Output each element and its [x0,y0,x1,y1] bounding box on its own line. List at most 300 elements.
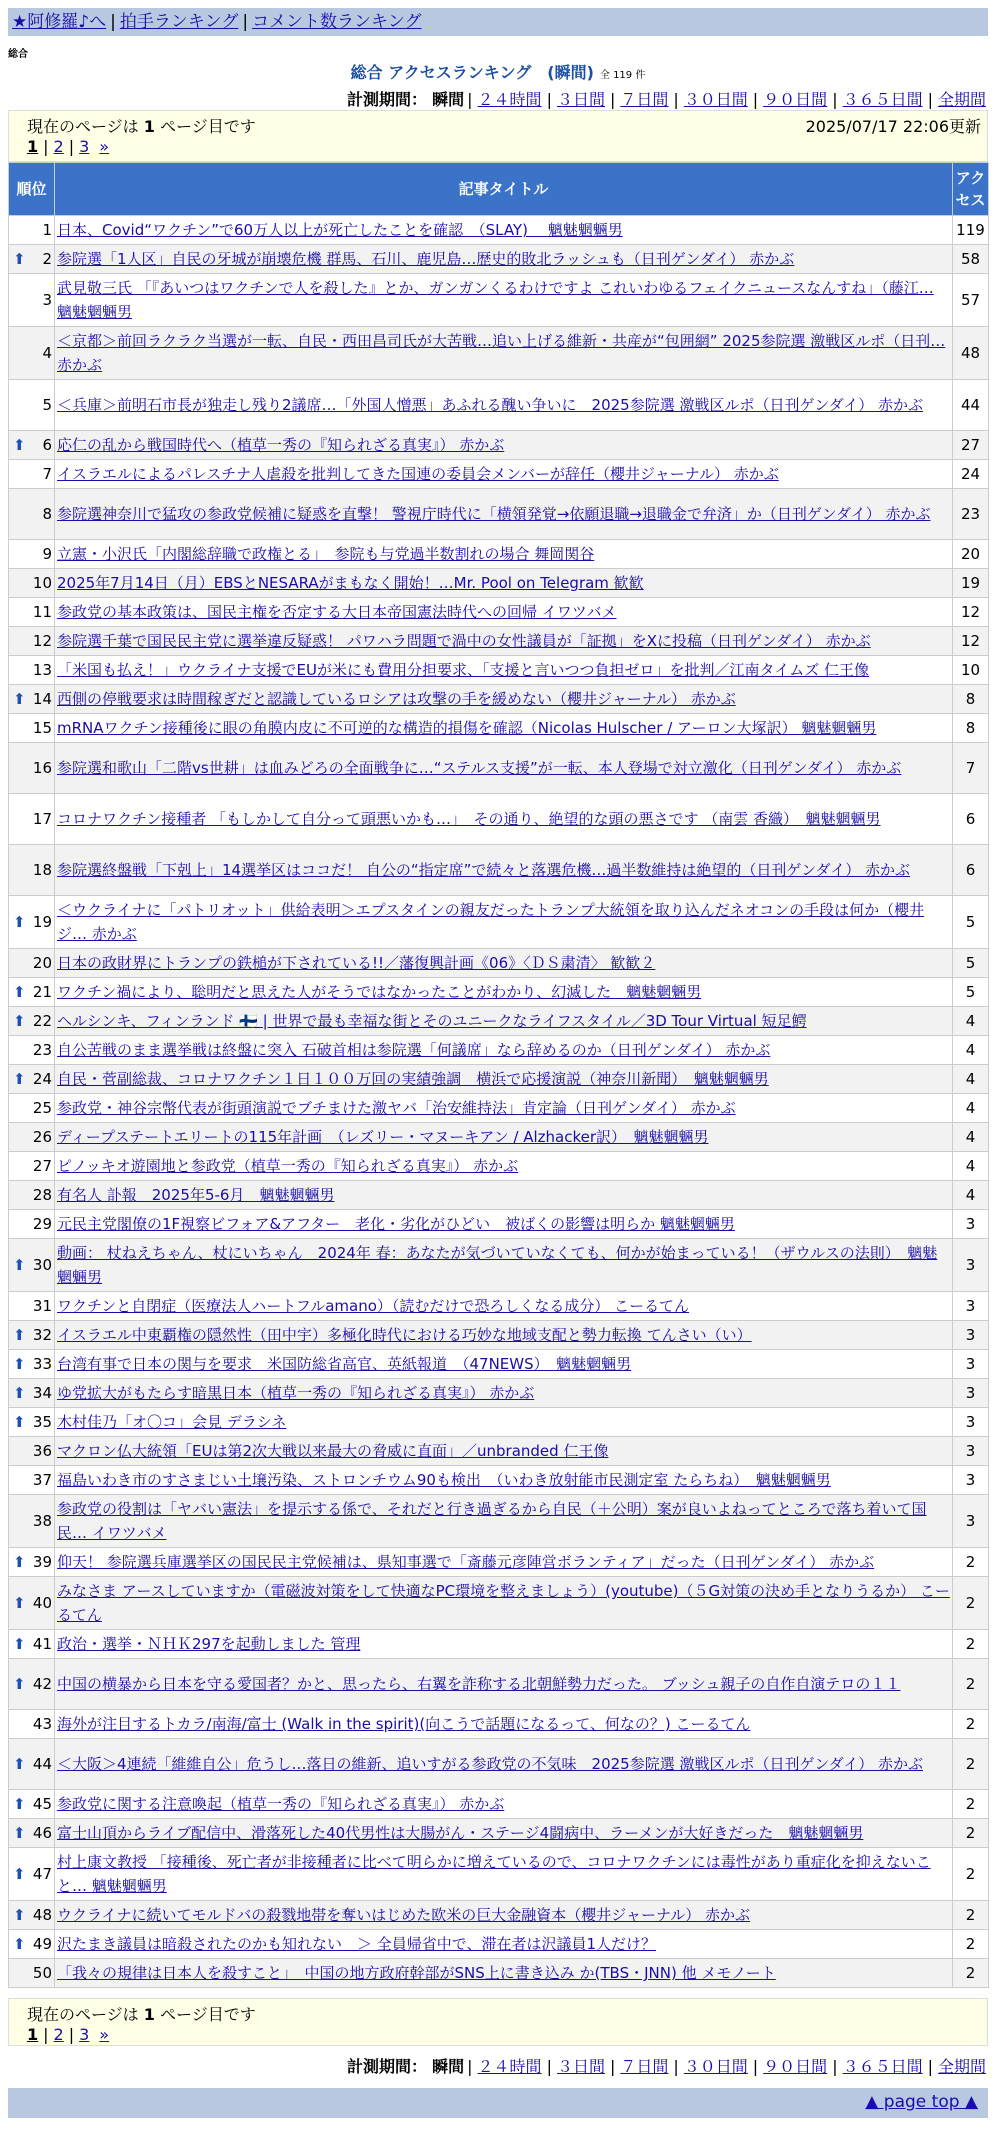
access-count: 3 [953,1210,989,1239]
table-row [9,1094,989,1123]
article-title-link[interactable]: ＜大阪＞4連続「維維自公」危うし…落日の維新、追いすがる参政党の不気味 2025参院選 激戦区ルポ（日刊ゲンダイ） 赤かぶ [57,1755,924,1773]
article-title-link[interactable]: イスラエルによるパレスチナ人虐殺を批判してきた国連の委員会メンバーが辞任（櫻井ジャーナル） 赤かぶ [57,465,779,483]
table-row [9,1408,989,1437]
access-count: 2 [953,1790,989,1819]
article-title-link[interactable]: 村上康文教授 「接種後、死亡者が非接種者に比べて明らかに増えているので、コロナワクチンには毒性があり重症化を抑えないこと… 魑魅魍魎男 [57,1853,931,1895]
access-count: 2 [953,1959,989,1988]
rank-cell [9,1790,55,1819]
rank-cell [9,1577,55,1630]
table-row [9,274,989,327]
article-title-link[interactable]: 「我々の規律は日本人を殺すこと」 中国の地方政府幹部がSNS上に書き込み か(TBS・JNN) 他 メモノート [57,1964,776,1982]
page-info [27,114,256,137]
article-title-link[interactable]: ウクライナに続いてモルドバの殺戮地帯を奪いはじめた欧米の巨大金融資本（櫻井ジャーナル） 赤かぶ [57,1906,750,1924]
rank-number: 12 [32,632,52,650]
table-row [9,1181,989,1210]
table-row [9,1152,989,1181]
access-count: 2 [953,1901,989,1930]
page-info-suffix: ページ目です [160,117,256,136]
period-label: 計測期間： [347,2057,428,2076]
period-365d-link[interactable]: ３６５日間 [842,2057,923,2076]
article-title-link[interactable]: ＜京都＞前回ラクラク当選が一転、自民・西田昌司氏が大苦戦…追い上げる維新・共産が“包囲網” 2025参院選 激戦区ルポ（日刊… 赤かぶ [57,332,946,374]
rank-cell [9,1094,55,1123]
article-title-link[interactable]: 富士山頂からライブ配信中、滑落死した40代男性は大腸がん・ステージ4闘病中、ラーメンが大好きだった 魑魅魍魎男 [57,1824,864,1842]
article-title-link[interactable]: 元民主党閣僚の1F視察ビフォア&アフター 老化・劣化がひどい 被ばくの影響は明らか 魑魅魍魎男 [57,1215,735,1233]
access-count: 5 [953,978,989,1007]
table-row [9,1577,989,1630]
page-1-current: 1 [27,2025,39,2044]
article-title-link[interactable]: 仰天！ 参院選兵庫選挙区の国民民主党候補は、県知事選で「斎藤元彦陣営ボランティア」だった（日刊ゲンダイ） 赤かぶ [57,1553,875,1571]
table-row [9,978,989,1007]
access-count: 4 [953,1123,989,1152]
title-cell [55,656,953,685]
next-page-link[interactable]: » [99,137,110,156]
article-title-link[interactable]: 参院選終盤戦「下剋上」14選挙区はココだ！ 自公の“指定席”で続々と落選危機…過半数維持は絶望的（日刊ゲンダイ） 赤かぶ [57,861,910,879]
article-title-link[interactable]: 日本、Covid“ワクチン”で60万人以上が死亡したことを確認 （SLAY) 魑魅魍魎男 [57,221,623,239]
total-count: 全 119 件 [599,70,646,81]
rank-number: 13 [32,661,52,679]
table-row [9,460,989,489]
pager-top [8,110,988,162]
page-info-current: 1 [143,117,155,136]
table-row [9,1659,989,1710]
rank-cell [9,1495,55,1548]
next-page-link[interactable]: » [99,2025,110,2044]
page-links: 1 | 2 | 3 » [27,137,110,156]
title-cell [55,949,953,978]
updated-timestamp: 2025/07/17 22:06更新 [805,117,981,136]
rank-number: 37 [32,1471,52,1489]
rank-cell [9,216,55,245]
period-7d-link[interactable]: ７日間 [620,2057,669,2076]
table-row [9,1790,989,1819]
access-count: 4 [953,1152,989,1181]
rank-cell [9,845,55,896]
title-cell [55,1848,953,1901]
title-cell [55,1819,953,1848]
article-title-link[interactable]: 参政党の役割は「ヤバい憲法」を提示する係で、それだと行き過ぎるから自民（＋公明）案が良いよねってところで落ち着いて国民… イワツバメ [57,1500,927,1542]
ranking-title [0,60,996,83]
rank-cell [9,1710,55,1739]
top-nav-bar [8,8,988,36]
rank-cell [9,743,55,794]
title-cell [55,1292,953,1321]
access-count: 2 [953,1630,989,1659]
table-row [9,1292,989,1321]
pager-bottom [8,1998,988,2046]
rank-up-arrow-icon: ⬆ [13,1635,26,1653]
table-row [9,1630,989,1659]
rank-up-arrow-icon: ⬆ [13,913,26,931]
article-title-link[interactable]: 参院選千葉で国民民主党に選挙違反疑惑！ パワハラ問題で渦中の女性議員が「証拠」をXに投稿（日刊ゲンダイ） 赤かぶ [57,632,871,650]
rank-number: 27 [32,1157,52,1175]
article-title-link[interactable]: コロナワクチン接種者 「もしかして自分って頭悪いかも…」 その通り、絶望的な頭の悪さです （南雲 香織） 魑魅魍魎男 [57,810,881,828]
table-row [9,1065,989,1094]
table-row [9,1495,989,1548]
rank-cell [9,1408,55,1437]
rank-cell [9,685,55,714]
page-3-link[interactable]: 3 [79,137,90,156]
access-count: 24 [953,460,989,489]
table-row [9,1901,989,1930]
article-title-link[interactable]: 参院選「1人区」自民の牙城が崩壊危機 群馬、石川、鹿児島…歴史的敗北ラッシュも（日刊ゲンダイ） 赤かぶ [57,250,795,268]
article-title-link[interactable]: 沢たまき議員は暗殺されたのかも知れない ＞ 全員帰省中で、滞在者は沢議員1人だけ？ [57,1935,657,1953]
page-top-bar [8,2088,988,2118]
table-row [9,327,989,380]
rank-cell [9,1123,55,1152]
title-cell [55,1152,953,1181]
period-current: 瞬間 [432,2057,465,2076]
page-top-link[interactable]: ▲ page top ▲ [865,2092,978,2112]
article-title-link[interactable]: 動画： 杖ねえちゃん、杖にいちゃん 2024年 春：あなたが気づいていなくても、何かが始まっている！（ザウルスの法則） 魑魅魍魎男 [57,1244,938,1286]
table-row [9,743,989,794]
access-count: 2 [953,1930,989,1959]
rank-number: 21 [32,983,52,1001]
title-cell [55,1036,953,1065]
rank-number: 14 [32,690,52,708]
access-count: 5 [953,896,989,949]
table-row [9,1739,989,1790]
title-cell [55,1181,953,1210]
title-cell [55,1210,953,1239]
article-title-link[interactable]: 中国の横暴から日本を守る愛国者？かと、思ったら、右翼を詐称する北朝鮮勢力だった。 ブッシュ親子の自作自演テロの１１ [57,1675,901,1693]
title-cell [55,714,953,743]
period-90d-link[interactable]: ９０日間 [763,90,828,109]
page-info-current: 1 [143,2005,155,2024]
rank-up-arrow-icon: ⬆ [13,1012,26,1030]
rank-number: 24 [32,1070,52,1088]
rank-cell [9,656,55,685]
title-cell [55,1239,953,1292]
article-title-link[interactable]: 木村佳乃「オ〇コ」会見 デラシネ [57,1413,287,1431]
title-cell [55,1123,953,1152]
period-all-link[interactable]: 全期間 [937,2057,986,2076]
rank-cell [9,1007,55,1036]
title-cell [55,1659,953,1710]
access-count: 3 [953,1239,989,1292]
article-title-link[interactable]: 「米国も払え！」ウクライナ支援でEUが米にも費用分担要求、「支援と言いつつ負担ゼロ」を批判／江南タイムズ 仁王像 [57,661,869,679]
applause-ranking-link[interactable]: 拍手ランキング [119,12,239,32]
rank-number: 32 [32,1326,52,1344]
rank-up-arrow-icon: ⬆ [13,1795,26,1813]
rank-cell [9,1239,55,1292]
rank-up-arrow-icon: ⬆ [13,250,26,268]
rank-cell [9,896,55,949]
rank-number: 5 [42,396,52,414]
table-row [9,1321,989,1350]
title-cell [55,598,953,627]
rank-number: 36 [32,1442,52,1460]
period-30d-link[interactable]: ３０日間 [683,2057,748,2076]
rank-cell [9,489,55,540]
rank-number: 23 [32,1041,52,1059]
title-cell [55,327,953,380]
article-title-link[interactable]: mRNAワクチン接種後に眼の角膜内皮に不可逆的な構造的損傷を確認（Nicolas Hulscher / アーロン大塚訳） 魑魅魍魎男 [57,719,877,737]
rank-number: 17 [32,810,52,828]
page-2-link[interactable]: 2 [53,2025,64,2044]
page-2-link[interactable]: 2 [53,137,64,156]
rank-up-arrow-icon: ⬆ [13,1935,26,1953]
access-count: 2 [953,1739,989,1790]
article-title-link[interactable]: 参院選和歌山「二階vs世耕」は血みどろの全面戦争に…“ステルス支援”が一転、本人登場で対立激化（日刊ゲンダイ） 赤かぶ [57,759,902,777]
table-row [9,685,989,714]
title-cell [55,1065,953,1094]
table-row [9,569,989,598]
table-header-row [9,163,989,216]
table-row [9,1710,989,1739]
table-row [9,949,989,978]
table-row [9,896,989,949]
article-title-link[interactable]: 2025年7月14日（月）EBSとNESARAがまもなく開始！…Mr. Pool on Telegram 歓歓 [57,574,644,592]
nav-separator: | [242,12,249,32]
period-30d-link[interactable]: ３０日間 [683,90,748,109]
access-count: 3 [953,1408,989,1437]
rank-up-arrow-icon: ⬆ [13,1384,26,1402]
article-title-link[interactable]: 福島いわき市のすさまじい土壌汚染、ストロンチウム90も検出 （いわき放射能市民測定室 たらちね） 魑魅魍魎男 [57,1471,831,1489]
title-cell [55,1739,953,1790]
rank-up-arrow-icon: ⬆ [13,1865,26,1883]
table-row [9,656,989,685]
page-info-prefix: 現在のページは [27,117,139,136]
access-count: 3 [953,1466,989,1495]
rank-number: 38 [32,1512,52,1530]
rank-number: 15 [32,719,52,737]
rank-cell [9,1379,55,1408]
title-cell [55,1901,953,1930]
article-title-link[interactable]: 西側の停戦要求は時間稼ぎだと認識しているロシアは攻撃の手を緩めない（櫻井ジャーナル） 赤かぶ [57,690,736,708]
article-title-link[interactable]: 参院選神奈川で猛攻の参政党候補に疑惑を直撃！ 警視庁時代に「横領発覚→依願退職→退職金で弁済」か（日刊ゲンダイ） 赤かぶ [57,505,931,523]
access-count: 2 [953,1659,989,1710]
article-title-link[interactable]: ヘルシンキ、フィンランド 🇫🇮 | 世界で最も幸福な街とそのユニークなライフスタイル／3D Tour Virtual 短足鰐 [57,1012,807,1030]
article-title-link[interactable]: 自民・菅副総裁、コロナワクチン１日１００万回の実績強調 横浜で応援演説（神奈川新聞） 魑魅魍魎男 [57,1070,769,1088]
rank-number: 7 [42,465,52,483]
rank-up-arrow-icon: ⬆ [13,1070,26,1088]
access-count: 4 [953,1181,989,1210]
table-row [9,1123,989,1152]
rank-cell [9,598,55,627]
article-title-link[interactable]: 海外が注目するトカラ/南海/富士 (Walk in the spirit)(向こうで話題になるって、何なの？) こーるてん [57,1715,751,1733]
title-cell [55,1321,953,1350]
rank-number: 43 [32,1715,52,1733]
article-title-link[interactable]: ゆ党拡大がもたらす暗黒日本（植草一秀の『知られざる真実』） 赤かぶ [57,1384,535,1402]
access-count: 19 [953,569,989,598]
rank-cell [9,1848,55,1901]
rank-number: 20 [32,954,52,972]
table-row [9,245,989,274]
article-title-link[interactable]: 武見敬三氏 「『あいつはワクチンで人を殺した』とか、ガンガンくるわけですよ これいわゆるフェイクニュースなんすね」（藤江… 魑魅魍魎男 [57,279,934,321]
title-cell [55,489,953,540]
rank-number: 42 [32,1675,52,1693]
table-row [9,1007,989,1036]
table-row [9,845,989,896]
page-3-link[interactable]: 3 [79,2025,90,2044]
rank-cell [9,1630,55,1659]
rank-cell [9,1739,55,1790]
rank-number: 35 [32,1413,52,1431]
period-24h-link[interactable]: ２４時間 [477,90,542,109]
article-title-link[interactable]: 自公苦戦のまま選挙戦は終盤に突入 石破首相は参院選「何議席」なら辞めるのか（日刊ゲンダイ） 赤かぶ [57,1041,771,1059]
page-links-bottom: 1 | 2 | 3 » [27,2025,110,2044]
article-title-link[interactable]: 参政党・神谷宗幣代表が街頭演説でブチまけた激ヤバ「治安維持法」肯定論（日刊ゲンダイ） 赤かぶ [57,1099,736,1117]
access-count: 2 [953,1819,989,1848]
article-title-link[interactable]: 台湾有事で日本の関与を要求 米国防総省高官、英紙報道 （47NEWS） 魑魅魍魎男 [57,1355,632,1373]
rank-number: 46 [32,1824,52,1842]
rank-cell [9,1437,55,1466]
access-count: 48 [953,327,989,380]
rank-up-arrow-icon: ⬆ [13,1413,26,1431]
article-title-link[interactable]: マクロン仏大統領「EUは第2次大戦以来最大の脅威に直面」／unbranded 仁王像 [57,1442,609,1460]
table-row [9,1819,989,1848]
rank-number: 6 [42,436,52,454]
rank-cell [9,1548,55,1577]
article-title-link[interactable]: 有名人 訃報 2025年5-6月 魑魅魍魎男 [57,1186,335,1204]
rank-up-arrow-icon: ⬆ [13,1256,26,1274]
table-row [9,1350,989,1379]
rank-number: 28 [32,1186,52,1204]
article-title-link[interactable]: ワクチン禍により、聡明だと思えた人がそうではなかったことがわかり、幻滅した 魑魅魍魎男 [57,983,702,1001]
ranking-table [8,162,989,1988]
table-row [9,1466,989,1495]
access-count: 3 [953,1350,989,1379]
rank-cell [9,540,55,569]
comment-ranking-link[interactable]: コメント数ランキング [252,12,422,32]
article-title-link[interactable]: ピノッキオ遊園地と参政党（植草一秀の『知られざる真実』） 赤かぶ [57,1157,519,1175]
table-row [9,714,989,743]
rank-cell [9,714,55,743]
access-count: 4 [953,1007,989,1036]
title-cell [55,1437,953,1466]
period-3d-link[interactable]: ３日間 [556,2057,605,2076]
rank-cell [9,1181,55,1210]
period-90d-link[interactable]: ９０日間 [763,2057,828,2076]
page-info-bottom [27,2002,256,2025]
title-cell [55,627,953,656]
rank-cell [9,1292,55,1321]
article-title-link[interactable]: 立憲・小沢氏「内閣総辞職で政権とる」 参院も与党過半数割れの場合 舞岡関谷 [57,545,595,563]
access-count: 2 [953,1548,989,1577]
access-count: 5 [953,949,989,978]
title-cell [55,685,953,714]
article-title-link[interactable]: 日本の政財界にトランプの鉄槌が下されている!!／藩復興計画《06》〈ＤＳ粛清〉 歓歓２ [57,954,656,972]
title-cell [55,1548,953,1577]
table-row [9,380,989,431]
article-title-link[interactable]: ＜ウクライナに「パトリオット」供給表明＞エプスタインの親友だったトランプ大統領を取り込んだネオコンの手段は何か（櫻井ジ… 赤かぶ [57,901,925,943]
access-count: 4 [953,1036,989,1065]
rank-cell [9,1819,55,1848]
access-count: 10 [953,656,989,685]
rank-cell [9,794,55,845]
access-count: 2 [953,1848,989,1901]
rank-number: 2 [42,250,52,268]
page-1-current: 1 [27,137,39,156]
rank-cell [9,1959,55,1988]
access-count: 57 [953,274,989,327]
access-count: 8 [953,714,989,743]
rank-cell [9,627,55,656]
title-cell [55,1408,953,1437]
rank-up-arrow-icon: ⬆ [13,1326,26,1344]
table-row [9,1848,989,1901]
rank-up-arrow-icon: ⬆ [13,1594,26,1612]
title-cell [55,245,953,274]
table-row [9,598,989,627]
access-count: 3 [953,1495,989,1548]
table-row [9,1437,989,1466]
rank-cell [9,1350,55,1379]
article-title-link[interactable]: 応仁の乱から戦国時代へ（植草一秀の『知られざる真実』） 赤かぶ [57,436,505,454]
period-7d-link[interactable]: ７日間 [620,90,669,109]
article-title-link[interactable]: 参政党の基本政策は、国民主権を否定する大日本帝国憲法時代への回帰 イワツバメ [57,603,617,621]
rank-number: 22 [32,1012,52,1030]
rank-cell [9,569,55,598]
access-count: 12 [953,627,989,656]
rank-number: 26 [32,1128,52,1146]
rank-cell [9,1466,55,1495]
header-rank: 順位 [9,163,55,216]
rank-cell [9,460,55,489]
table-row [9,1930,989,1959]
article-title-link[interactable]: 参政党に関する注意喚起（植草一秀の『知られざる真実』） 赤かぶ [57,1795,505,1813]
rank-number: 1 [42,221,52,239]
asyura-home-link[interactable]: ★阿修羅♪へ [12,12,107,32]
article-title-link[interactable]: イスラエル中東覇権の隠然性（田中宇）多極化時代における巧妙な地域支配と勢力転換 てんさい（い） [57,1326,752,1344]
article-title-link[interactable]: 政治・選挙・ＮＨＫ297を起動しました 管理 [57,1635,361,1653]
period-365d-link[interactable]: ３６５日間 [842,90,923,109]
rank-number: 10 [32,574,52,592]
title-cell [55,1577,953,1630]
access-count: 8 [953,685,989,714]
title-cell [55,896,953,949]
rank-number: 8 [42,505,52,523]
rank-cell [9,978,55,1007]
title-cell [55,460,953,489]
rank-up-arrow-icon: ⬆ [13,1355,26,1373]
rank-cell [9,1065,55,1094]
title-cell [55,1630,953,1659]
rank-number: 48 [32,1906,52,1924]
table-row [9,794,989,845]
title-cell [55,1495,953,1548]
period-all-link[interactable]: 全期間 [937,90,986,109]
rank-number: 18 [32,861,52,879]
article-title-link[interactable]: みなさま アースしていますか（電磁波対策をして快適なPC環境を整えましょう）(youtube)（５G対策の決め手となりうるか） こーるてん [57,1582,950,1624]
title-cell [55,743,953,794]
access-count: 3 [953,1292,989,1321]
period-24h-link[interactable]: ２４時間 [477,2057,542,2076]
title-cell [55,274,953,327]
access-count: 12 [953,598,989,627]
period-3d-link[interactable]: ３日間 [556,90,605,109]
access-count: 23 [953,489,989,540]
table-row [9,627,989,656]
access-count: 4 [953,1094,989,1123]
access-count: 6 [953,794,989,845]
article-title-link[interactable]: ワクチンと自閉症（医療法人ハートフルamano）（読むだけで恐ろしくなる成分） こーるてん [57,1297,690,1315]
access-count: 3 [953,1321,989,1350]
table-row [9,1210,989,1239]
title-cell [55,845,953,896]
rank-number: 29 [32,1215,52,1233]
rank-cell [9,1210,55,1239]
header-access: アクセス [953,163,989,216]
access-count: 2 [953,1710,989,1739]
rank-number: 25 [32,1099,52,1117]
article-title-link[interactable]: ＜兵庫＞前明石市長が独走し残り2議席…「外国人憎悪」あふれる醜い争いに 2025参院選 激戦区ルポ（日刊ゲンダイ） 赤かぶ [57,396,924,414]
title-cell [55,1710,953,1739]
rank-up-arrow-icon: ⬆ [13,1755,26,1773]
title-cell [55,978,953,1007]
article-title-link[interactable]: ディープステートエリートの115年計画 （レズリー・マヌーキアン / Alzhacker訳） 魑魅魍魎男 [57,1128,709,1146]
table-row [9,1548,989,1577]
